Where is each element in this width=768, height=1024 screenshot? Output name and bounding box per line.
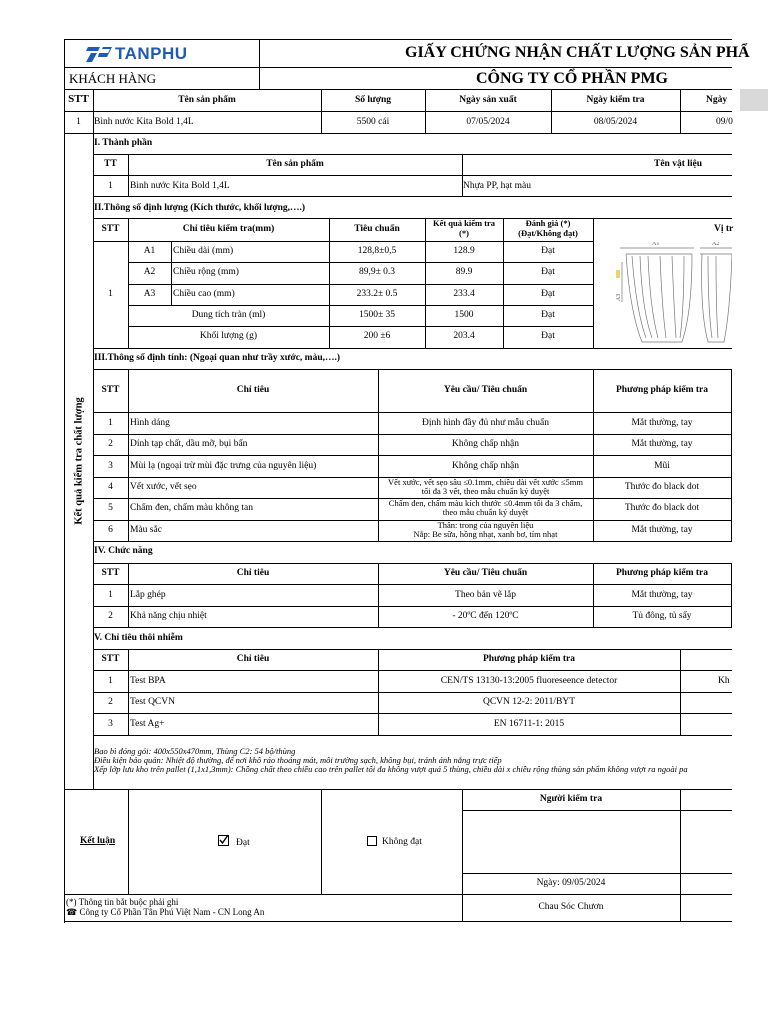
s3-method: Mắt thường, tay — [631, 525, 693, 535]
footer-company-text: Công ty Cổ Phần Tân Phú Việt Nam - CN Long An — [79, 907, 265, 917]
s2-code: A3 — [143, 289, 156, 299]
s3-name: Màu sắc — [130, 525, 162, 535]
s3-req: Thân: trong của nguyên liệu — [437, 520, 534, 530]
checkmark-icon — [218, 834, 229, 845]
section2-title: II.Thông số định lượng (Kích thước, khối lượng,….) — [94, 203, 306, 213]
s2-name: Chiều rộng (mm) — [173, 267, 239, 277]
s2-col-stt: STT — [101, 224, 120, 234]
s5-stt: 2 — [108, 697, 113, 707]
s1-row-material: Nhựa PP, hạt màu — [463, 181, 531, 191]
inspection-date-signature: Ngày: 09/05/2024 — [536, 878, 606, 888]
s5-name: Test Ag+ — [130, 719, 165, 729]
s3-col-stt: STT — [101, 385, 120, 395]
s4-col-stt: STT — [101, 568, 120, 578]
product-quantity: 5500 cái — [356, 117, 390, 127]
drawing-label-a1: A1 — [652, 242, 660, 247]
logo — [86, 44, 216, 64]
s2-eval: Đạt — [541, 267, 555, 277]
s2-result: 203.4 — [453, 331, 475, 341]
side-label: Kết quả kiểm tra chất lượng — [73, 397, 85, 525]
s3-req: Không chấp nhận — [451, 439, 519, 449]
s1-row-tt: 1 — [108, 181, 113, 191]
s3-method: Thước đo black dot — [624, 482, 700, 492]
s4-req: - 20ºC đến 120ºC — [452, 611, 519, 621]
s2-std: 1500± 35 — [358, 310, 396, 320]
s4-col-requirement: Yêu cầu/ Tiêu chuẩn — [443, 568, 528, 578]
col-date-cut: Ngày — [706, 95, 728, 105]
s2-std: 89,9± 0.3 — [358, 267, 396, 277]
s3-stt: 2 — [108, 439, 113, 449]
s3-col-method: Phương pháp kiểm tra — [616, 385, 708, 395]
s3-req-line2: Nắp: Be sữa, hồng nhạt, xanh bơ, tím nhạt — [413, 529, 558, 539]
s4-name: Lắp ghép — [130, 590, 166, 600]
col-stt: STT — [68, 93, 89, 105]
s2-eval: Đạt — [541, 289, 555, 299]
s3-stt: 5 — [108, 503, 113, 513]
section5-title: V. Chỉ tiêu thôi nhiễm — [94, 633, 183, 643]
s1-col-product: Tên sản phẩm — [266, 159, 324, 169]
s2-stt: 1 — [108, 289, 113, 299]
s4-col-method: Phương pháp kiểm tra — [616, 568, 708, 578]
s5-stt: 1 — [108, 676, 113, 686]
logo-text: TANPHU — [115, 44, 188, 63]
inspector-name: Chau Sóc Chươn — [538, 902, 604, 912]
phone-icon: ☎ — [66, 907, 78, 917]
s3-req: Định hình đầy đủ như mẫu chuẩn — [421, 418, 550, 428]
s1-col-material: Tên vật liệu — [654, 159, 703, 169]
s2-eval: Đạt — [541, 246, 555, 256]
s2-name: Chiều dài (mm) — [173, 246, 234, 256]
s5-col-method: Phương pháp kiểm tra — [483, 654, 575, 664]
s2-col-standard: Tiêu chuẩn — [354, 224, 400, 234]
document-title: GIẤY CHỨNG NHẬN CHẤT LƯỢNG SẢN PHẨ — [405, 44, 750, 61]
conclusion-label: Kết luận — [80, 836, 116, 846]
note-storage: Điều kiện bảo quản: Nhiệt độ thường, để nơi khô ráo thoáng mát, môi trường sạch, không bụi, tránh ánh nắng trực tiếp — [94, 755, 502, 765]
s4-stt: 1 — [108, 590, 113, 600]
s3-name: Vết xước, vết sẹo — [130, 482, 197, 492]
footer-company — [66, 907, 264, 918]
s3-stt: 4 — [108, 482, 113, 492]
s2-name: Chiều cao (mm) — [173, 289, 235, 299]
section1-title: I. Thành phần — [94, 138, 153, 148]
s5-col-criteria: Chỉ tiêu — [236, 654, 270, 664]
s3-name: Dính tạp chất, dầu mỡ, bụi bẩn — [130, 439, 248, 449]
pass-label: Đạt — [236, 838, 250, 848]
s4-method: Tủ đông, tủ sấy — [632, 611, 692, 621]
drawing-svg — [612, 242, 732, 346]
date-cut: 09/0 — [716, 117, 733, 127]
s3-req: Không chấp nhận — [451, 461, 519, 471]
s3-col-criteria: Chỉ tiêu — [236, 385, 270, 395]
s5-method: CEN/TS 13130-13:2005 fluoreseence detector — [440, 676, 618, 686]
product-stt: 1 — [76, 117, 81, 127]
s1-col-tt: TT — [104, 159, 117, 169]
s3-name: Chấm đen, chấm màu không tan — [130, 503, 253, 513]
drawing-label-a3: A3 — [616, 293, 623, 302]
s2-result: 1500 — [454, 310, 474, 320]
s3-name: Mùi lạ (ngoại trừ mùi đặc trưng của nguyên liệu) — [130, 461, 317, 471]
s4-col-criteria: Chỉ tiêu — [236, 568, 270, 578]
inspection-date: 08/05/2024 — [593, 117, 638, 127]
s2-col-position: Vị tr — [714, 224, 734, 234]
s2-code: A2 — [143, 267, 156, 277]
section3-title: III.Thông số định tính: (Ngoại quan như trầy xước, màu,….) — [94, 353, 341, 363]
s2-col-eval-sub: (Đạt/Không đạt) — [518, 228, 578, 238]
s2-std: 128,8±0,5 — [357, 246, 397, 256]
col-inspection-date: Ngày kiểm tra — [586, 95, 645, 105]
tanphu-logo-icon — [86, 45, 112, 63]
s2-eval: Đạt — [541, 310, 555, 320]
s3-req: Vết xước, vết sẹo sâu ≤0.1mm, chiều dài vết xước ≤5mm — [388, 477, 583, 487]
s3-req: Chấm đen, chấm màu kích thước ≤0.4mm tối đa 3 chấm, — [388, 498, 583, 508]
s5-method: EN 16711-1: 2015 — [493, 719, 565, 729]
fail-checkbox[interactable] — [367, 836, 377, 846]
s2-col-result-star: (*) — [459, 228, 469, 238]
s5-stt: 3 — [108, 719, 113, 729]
col-quantity: Số lượng — [354, 95, 392, 105]
s2-std: 200 ±6 — [363, 331, 391, 341]
s3-name: Hình dáng — [130, 418, 170, 428]
s4-stt: 2 — [108, 611, 113, 621]
note-packaging: Bao bì đóng gói: 400x550x470mm, Thùng C2: 54 bộ/thùng — [94, 746, 296, 756]
s4-req: Theo bản vẽ lắp — [455, 590, 516, 600]
bottle-drawing — [612, 242, 732, 346]
s2-name: Khối lượng (g) — [199, 331, 258, 341]
col-production-date: Ngày sản xuất — [459, 95, 517, 105]
s3-method: Mũi — [654, 461, 670, 471]
s3-req-line2: tối đa 3 vết, theo mẫu chuẩn ký duyệt — [421, 486, 550, 496]
note-pallet: Xếp lớp lưu kho trên pallet (1,1x1,3mm): Chồng chất theo chiều cao trên pallet tối đa không vượt quá 5 thùng, chiều dài x chiều rộng thùng sản phẩm không vượt ra ngoài pa — [94, 765, 688, 774]
s3-stt: 1 — [108, 418, 113, 428]
col-product-name: Tên sản phẩm — [178, 95, 236, 105]
s5-extra: Kh — [718, 676, 730, 686]
s5-method: QCVN 12-2: 2011/BYT — [482, 697, 575, 707]
s2-eval: Đạt — [541, 331, 555, 341]
s5-name: Test QCVN — [130, 697, 175, 707]
production-date: 07/05/2024 — [466, 117, 510, 127]
s2-code: A1 — [143, 246, 156, 256]
s3-method: Thước đo black dot — [624, 503, 700, 513]
s3-col-requirement: Yêu cầu/ Tiêu chuẩn — [443, 385, 528, 395]
s5-name: Test BPA — [130, 676, 166, 686]
drawing-label-a2: A2 — [712, 242, 720, 247]
inspector-label: Người kiểm tra — [539, 794, 603, 804]
s2-std: 233.2± 0.5 — [356, 289, 398, 299]
s3-method: Mắt thường, tay — [631, 439, 693, 449]
s2-result: 233.4 — [453, 289, 475, 299]
s2-name: Dung tích tràn (ml) — [191, 310, 266, 320]
s2-result: 89.9 — [455, 267, 473, 277]
section4-title: IV. Chức năng — [94, 546, 153, 556]
s4-method: Mắt thường, tay — [631, 590, 693, 600]
fail-label: Không đạt — [382, 837, 422, 847]
footer-note: (*) Thông tin bắt buộc phải ghi — [66, 897, 179, 907]
s3-method: Mắt thường, tay — [631, 418, 693, 428]
s5-col-stt: STT — [101, 654, 120, 664]
s1-row-product: Bình nước Kita Bold 1,4L — [130, 181, 230, 191]
customer-label: KHÁCH HÀNG — [69, 71, 157, 86]
s2-col-criteria: Chỉ tiêu kiểm tra(mm) — [182, 224, 275, 234]
s2-col-result: Kết quả kiểm tra — [432, 218, 496, 228]
s2-result: 128.9 — [453, 246, 475, 256]
s4-name: Khả năng chịu nhiệt — [130, 611, 207, 621]
s2-col-eval: Đánh giá (*) — [525, 218, 571, 228]
pass-checkbox[interactable] — [218, 835, 229, 846]
s3-stt: 6 — [108, 525, 113, 535]
customer-name: CÔNG TY CỔ PHẦN PMG — [476, 70, 668, 87]
s3-req-line2: theo mẫu chuẩn ký duyệt — [442, 507, 529, 517]
product-name: Bình nước Kita Bold 1,4L — [94, 117, 194, 127]
s3-stt: 3 — [108, 461, 113, 471]
